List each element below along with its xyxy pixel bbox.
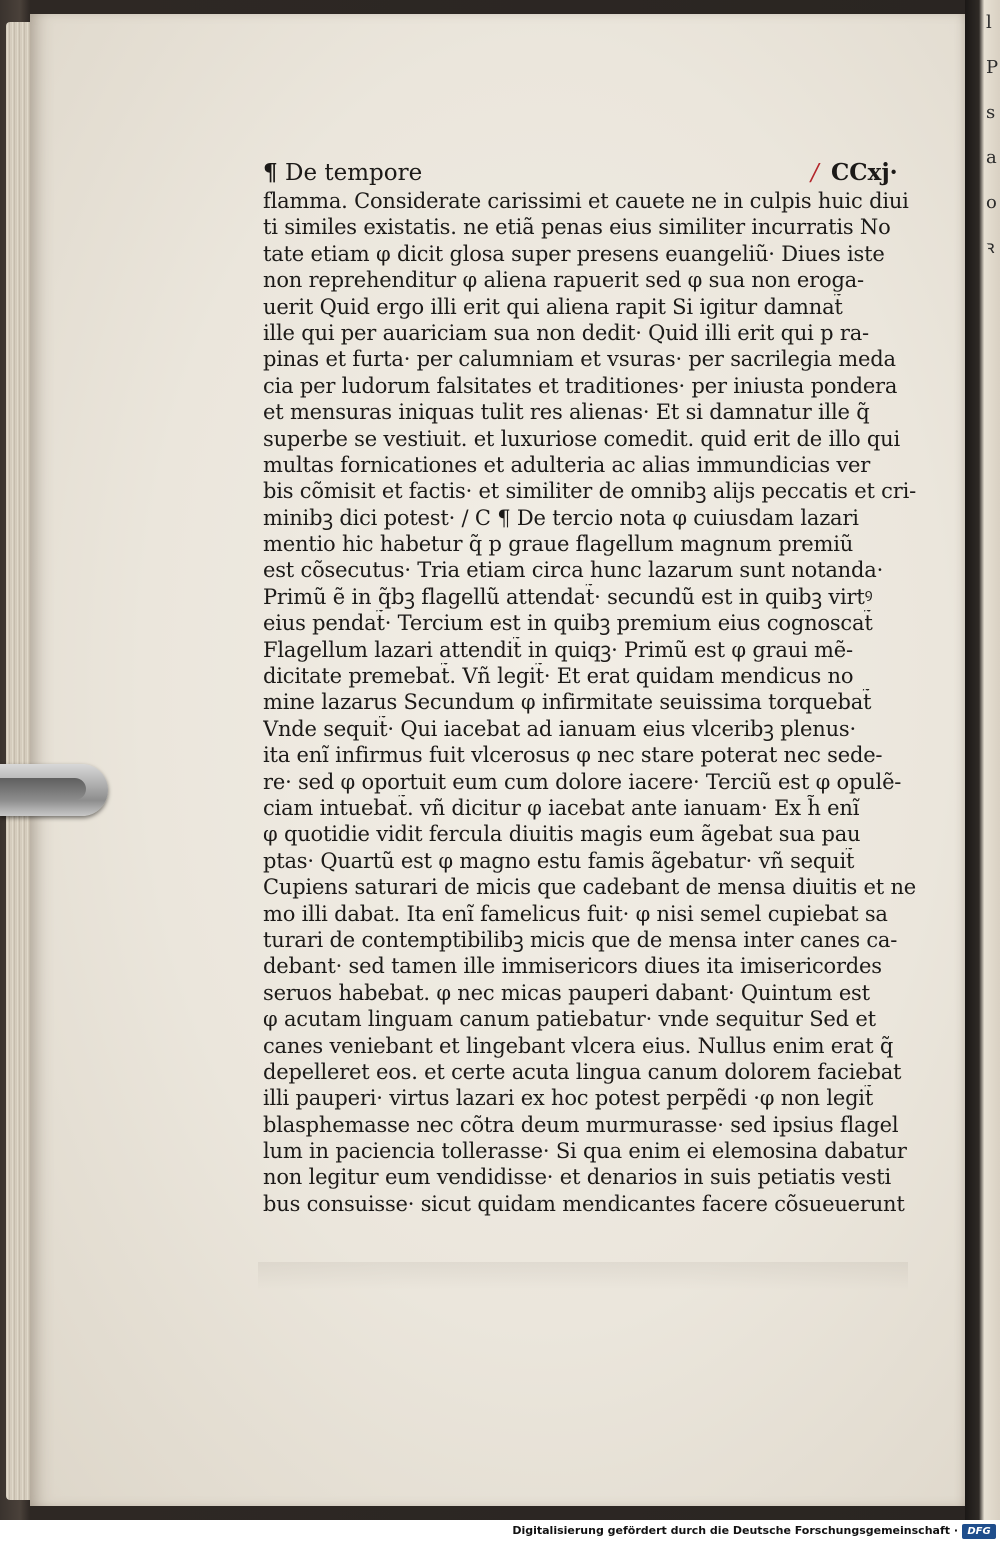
page-header [263,158,923,188]
text-line: ti similes existatis. ne etiã penas eius similiter incurratis No [263,215,891,240]
facing-page-text: l P s a o ꝛ [986,12,999,258]
dfg-logo: DFG [962,1524,996,1539]
text-line: non reprehenditur φ aliena rapuerit sed φ sua non eroga- [263,268,864,293]
text-line: φ quotidie vidit fercula diuitis magis eum ãgebat sua pau [263,822,861,847]
page-holder-clip [0,758,110,820]
text-line: illi pauperi· virtus lazari ex hoc potest perpẽdi ·φ non legit̃ [263,1086,874,1111]
text-line: ciam intuebat̃. vñ dicitur φ iacebat ante ianuam· Ex h̃ enĩ [263,795,860,820]
text-line: mo illi dabat. Ita enĩ famelicus fuit· φ nisi semel cupiebat sa [263,901,888,926]
text-line: mentio hic habetur q̃ p graue flagellum magnum premiũ [263,532,854,557]
text-line: flamma. Considerate carissimi et cauete ne in culpis huic diui [263,189,909,213]
text-line: lum in paciencia tollerasse· Si qua enim ei elemosina dabatur [263,1139,907,1164]
text-line: est cõsecutus· Tria etiam circa hunc lazarum sunt notanda· [263,558,884,583]
text-line: tate etiam φ dicit glosa super presens euangeliũ· Diues iste [263,241,885,266]
text-line: Cupiens saturari de micis que cadebant de mensa diuitis et ne [263,875,917,900]
text-line: minibꝫ dici potest· / C ¶ De tercio nota φ cuiusdam lazari [263,505,859,530]
offset-ink-smudge [258,1262,908,1290]
text-line: depelleret eos. et certe acuta lingua canum dolorem faciebat [263,1059,902,1084]
text-line: Flagellum lazari attendit̃ in quiqꝫ· Primũ est φ graui mẽ- [263,637,853,662]
text-line: dicitate premebat̃. Vñ legit̃· Et erat quidam mendicus no [263,664,854,689]
text-line: ille qui per auariciam sua non dedit· Quid illi erit qui p ra- [263,320,869,345]
text-line: bis cõmisit et factis· et similiter de omnibꝫ alijs peccatis et cri- [263,479,916,504]
pilcrow-mark: ¶ [263,159,278,186]
text-line: bus consuisse· sicut quidam mendicantes facere cõsueuerunt [263,1191,905,1216]
text-line: cia per ludorum falsitates et traditiones· per iniusta pondera [263,373,898,398]
text-line: ptas· Quartũ est φ magno estu famis ãgebatur· vñ sequit̃ [263,848,855,873]
text-line: seruos habebat. φ nec micas pauperi dabant· Quintum est [263,980,870,1005]
clip-inner [0,778,86,800]
text-line: debant· sed tamen ille immisericors diues ita imisericordes [263,954,882,979]
folio-number: CCxj· [831,159,898,186]
running-head: De tempore [285,160,423,186]
text-line: superbe se vestiuit. et luxuriose comedit. quid erit de illo qui [263,426,901,451]
text-line: pinas et furta· per calumniam et vsuras· per sacrilegia meda [263,347,896,372]
text-line: φ acutam linguam canum patiebatur· vnde sequitur Sed et [263,1007,876,1032]
text-line: Primũ ẽ in q̃bꝫ flagellũ attendat̃· secundũ est in quibꝫ virtꝰ [263,584,873,609]
text-line: mine lazarus Secundum φ infirmitate seuissima torquebat̃ [263,690,872,715]
text-line: Vnde sequit̃· Qui iacebat ad ianuam eius vlceribꝫ plenus· [263,716,856,741]
text-line: et mensuras iniquas tulit res alienas· Et si damnatur ille q̃ [263,400,870,425]
text-line: re· sed φ oportuit eum cum dolore iacere· Terciũ est φ opulẽ- [263,769,902,794]
text-line: eius pendat̃· Tercium est in quibꝫ premium eius cognoscat̃ [263,611,873,636]
rubric-mark: / [811,160,819,186]
text-column [263,188,923,1217]
text-line: blasphemasse nec cõtra deum murmurasse· sed ipsius flagel [263,1112,899,1137]
text-line: turari de contemptibilibꝫ micis que de mensa inter canes ca- [263,927,898,952]
digitization-credit: Digitalisierung gefördert durch die Deutsche Forschungsgemeinschaft · [512,1524,958,1537]
text-line: uerit Quid ergo illi erit qui aliena rapit Si igitur damnat̃ [263,294,843,319]
text-line: multas fornicationes et adulteria ac alias immundicias ver [263,452,871,477]
text-line: ita enĩ infirmus fuit vlcerosus φ nec stare poterat nec sede- [263,743,883,768]
text-line: canes veniebant et lingebant vlcera eius. Nullus enim erat q̃ [263,1033,894,1058]
text-line: non legitur eum vendidisse· et denarios in suis petiatis vesti [263,1165,892,1190]
